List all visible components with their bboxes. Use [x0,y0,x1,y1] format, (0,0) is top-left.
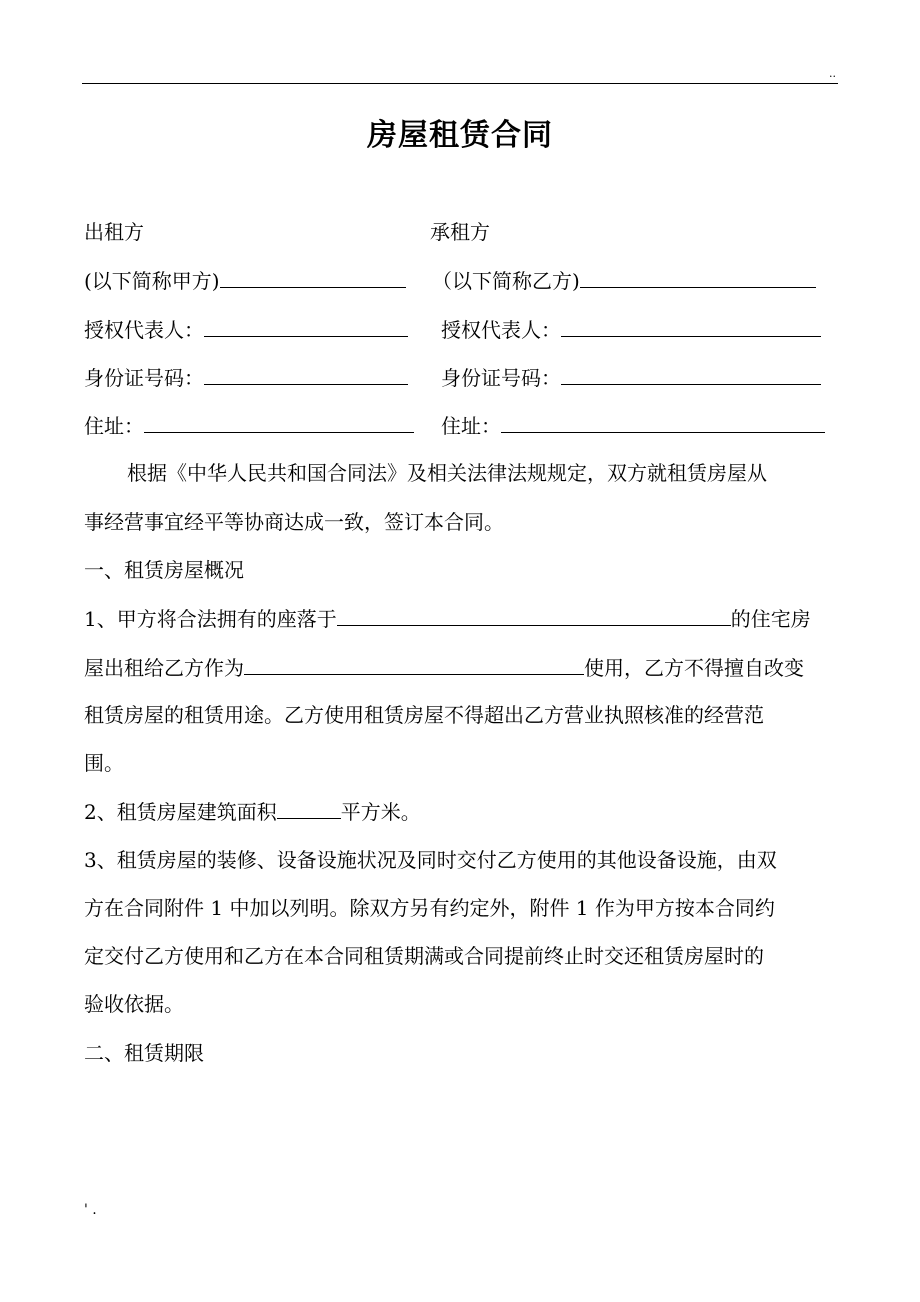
lessee-label: 承租方 [430,220,490,244]
lessor-rep-row [84,314,408,345]
clause-3-line-3: 定交付乙方使用和乙方在本合同租赁期满或合同提前终止时交还租赁房屋时的 [84,944,764,968]
lessee-address-blank[interactable] [501,410,825,433]
clause-1-line-3: 租赁房屋的租赁用途。乙方使用租赁房屋不得超出乙方营业执照核准的经营范 [84,703,764,727]
clause-1-text-d: 使用，乙方不得擅自改变 [584,656,804,680]
clause-1-text-c: 屋出租给乙方作为 [84,656,244,680]
lessor-id-label: 身份证号码： [84,366,204,390]
lessor-id-blank[interactable] [204,362,408,385]
clause-1-text-b: 的住宅房 [730,607,811,631]
lessee-rep-blank[interactable] [561,314,821,337]
footer-mark: ' . [84,1202,97,1218]
lessee-address-row [441,410,825,441]
clause-1-line-2 [84,652,804,683]
clause-2-text-a: 2、租赁房屋建筑面积 [84,800,277,824]
clause-3-line-4: 验收依据。 [84,992,184,1016]
clause-1-line-4: 围。 [84,751,124,775]
lessee-id-label: 身份证号码： [441,366,561,390]
clause-2-line [84,796,421,827]
usage-blank[interactable] [244,652,584,675]
clause-1-text-a: 1、甲方将合法拥有的座落于 [84,607,337,631]
lessee-name-blank[interactable] [580,265,816,288]
lessee-rep-row [441,314,821,345]
lessor-name-blank[interactable] [220,265,406,288]
clause-3-line-1: 3、租赁房屋的装修、设备设施状况及同时交付乙方使用的其他设备设施，由双 [84,848,777,872]
intro-line-2: 事经营事宜经平等协商达成一致，签订本合同。 [84,510,504,534]
document-title: 房屋租赁合同 [367,118,553,153]
lessor-address-label: 住址： [84,414,144,438]
intro-line-1: 根据《中华人民共和国合同法》及相关法律法规规定，双方就租赁房屋从 [127,461,767,485]
clause-1-line-1 [84,603,811,634]
lessor-alias-row [84,265,406,296]
lessor-id-row [84,362,408,393]
lessor-alias: (以下简称甲方) [84,269,220,293]
lessee-id-row [441,362,821,393]
location-blank[interactable] [337,603,731,626]
lessor-address-blank[interactable] [144,410,414,433]
area-blank[interactable] [277,796,341,819]
section-2-heading: 二、租赁期限 [84,1041,204,1065]
lessor-address-row [84,410,414,441]
lessee-rep-label: 授权代表人： [441,318,561,342]
lessor-label: 出租方 [84,220,144,244]
lessor-rep-blank[interactable] [204,314,408,337]
clause-2-text-b: 平方米。 [340,800,421,824]
lessor-rep-label: 授权代表人： [84,318,204,342]
lessee-alias: （以下简称乙方) [432,269,580,293]
header-rule [82,83,838,84]
section-1-heading: 一、租赁房屋概况 [84,558,244,582]
header-mark: .. [829,67,836,80]
lessee-alias-row [432,265,816,296]
lessee-id-blank[interactable] [561,362,821,385]
lessee-address-label: 住址： [441,414,501,438]
clause-3-line-2: 方在合同附件 1 中加以列明。除双方另有约定外，附件 1 作为甲方按本合同约 [84,896,775,920]
